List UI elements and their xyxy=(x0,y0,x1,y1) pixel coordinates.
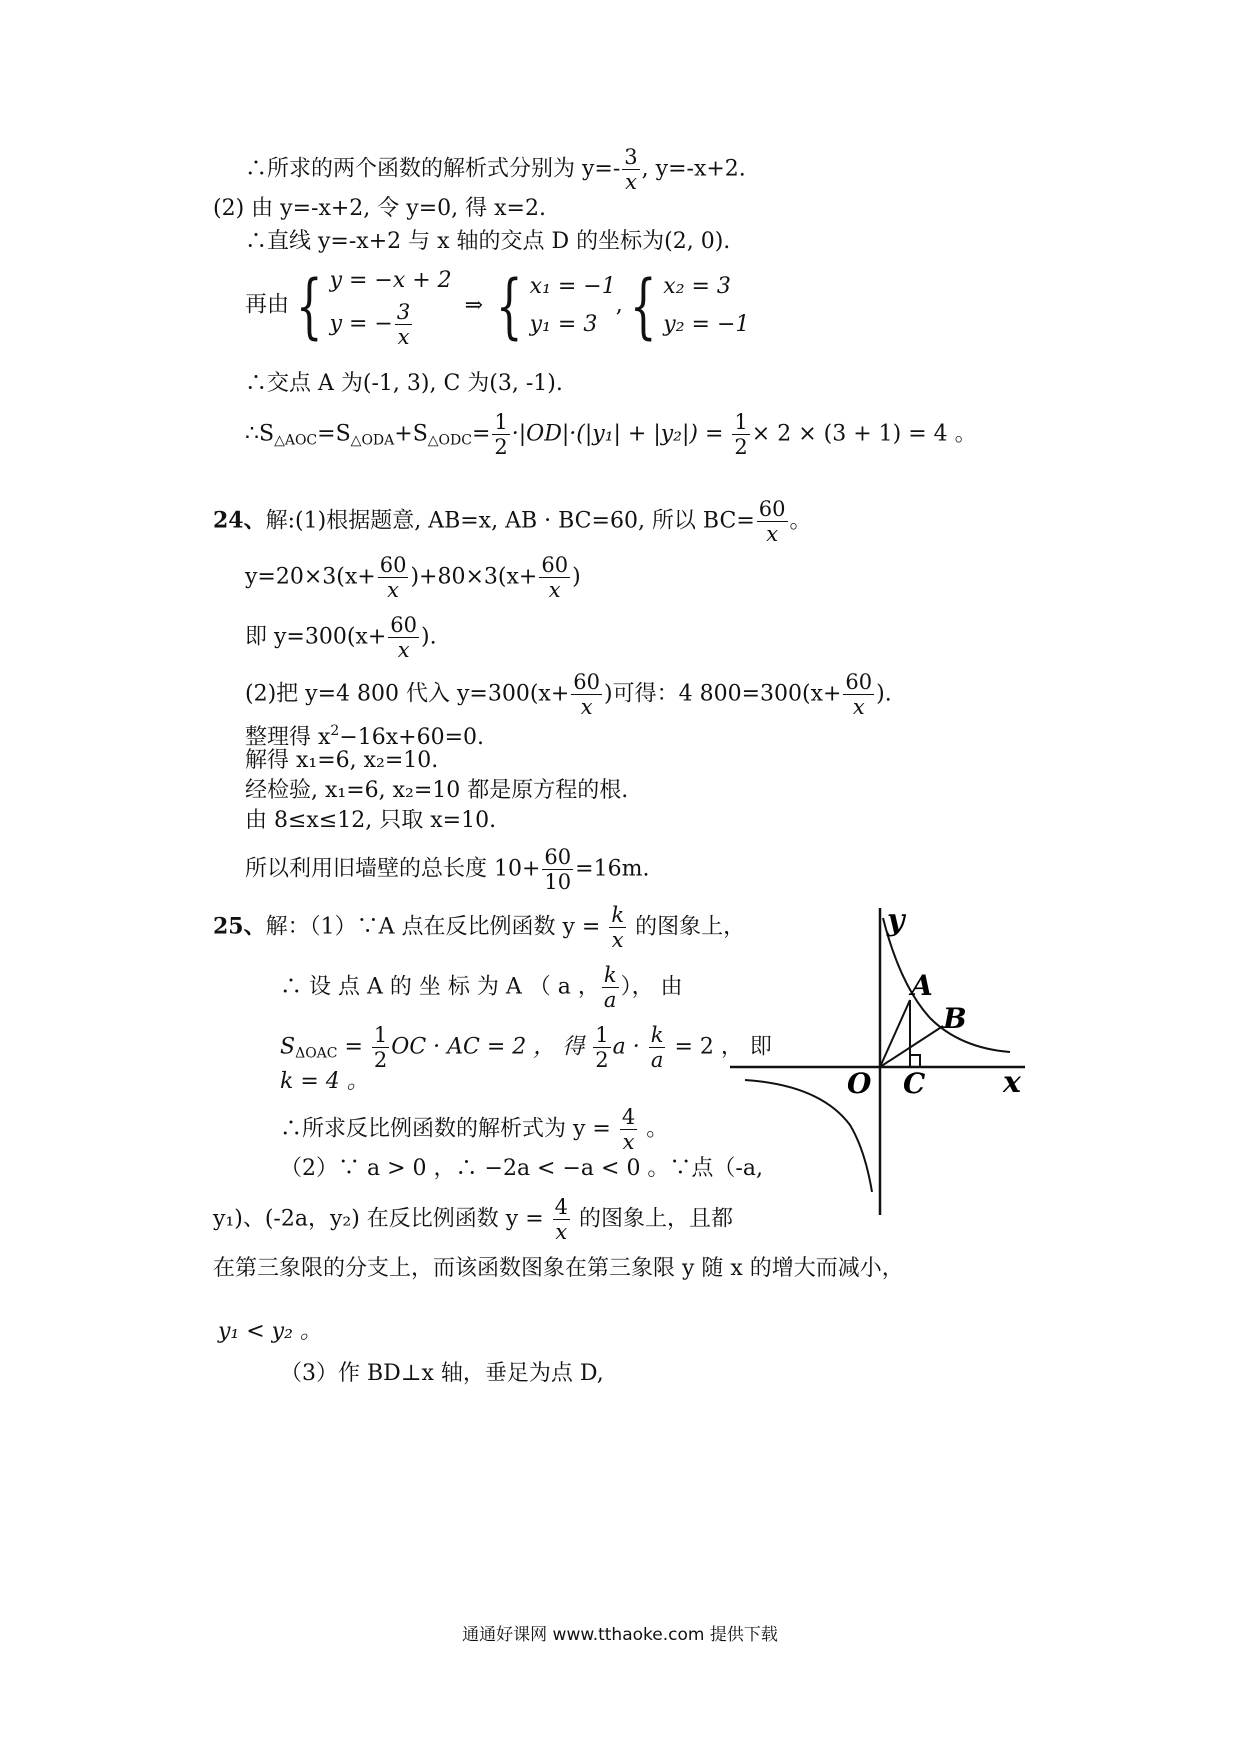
page-footer: 通通好课网 www.tthaoke.com 提供下载 xyxy=(462,1625,778,1645)
answer-line-5: ∴交点 A 为(-1, 3), C 为(3, -1). xyxy=(245,371,563,396)
point-a-label: A xyxy=(911,969,933,1002)
answer-25-line-5: ∴所求反比例函数的解析式为 y = $\frac{4}{x}$ 。 xyxy=(280,1105,669,1154)
answer-25-line-4: k = 4 。 xyxy=(280,1069,369,1094)
answer-25-line-6: （2）∵ a > 0 ，∴ −2a < −a < 0 。∵点（-a, xyxy=(280,1156,763,1181)
point-b-label: B xyxy=(943,1002,967,1035)
question-number: 25、 xyxy=(213,913,266,940)
area-formula: $\therefore S_{\triangle AOC}=S_{\triangle ODA}+S_{\triangle ODC}=$ $\frac{1}{2}$ ·|OD|·(|y₁| + |y₂|) = $\frac{1}{2}$ × 2 × (3 + 1) = 4 。 xyxy=(245,410,977,459)
answer-24-line-3: 即 y=300(x+ $\frac{60}{x}$ ). xyxy=(245,613,437,662)
answer-line-3: ∴直线 y=-x+2 与 x 轴的交点 D 的坐标为(2, 0). xyxy=(245,229,731,254)
point-c-label: C xyxy=(903,1067,926,1100)
answer-24-line-8: 由 8≤x≤12, 只取 x=10. xyxy=(245,808,497,833)
fraction: $\frac{3}{x}$ xyxy=(624,145,638,194)
question-25-heading: 25、解：（1）∵A 点在反比例函数 y = $\frac{k}{x}$ 的图象上， xyxy=(213,903,746,952)
answer-line-2: (2) 由 y=-x+2, 令 y=0, 得 x=2. xyxy=(213,196,546,221)
question-number: 24、 xyxy=(213,507,266,534)
answer-24-line-4: (2)把 y=4 800 代入 y=300(x+ $\frac{60}{x}$ )可得：4 800=300(x+ $\frac{60}{x}$ ). xyxy=(245,670,892,719)
answer-25-line-8: 在第三象限的分支上，而该函数图象在第三象限 y 随 x 的增大而减小， xyxy=(213,1256,904,1281)
answer-25-line-7: y₁)、(-2a，y₂) 在反比例函数 y = $\frac{4}{x}$ 的图象上，且都 xyxy=(213,1195,734,1244)
answer-24-line-5: 整理得 $x^2-16x+60=0$. xyxy=(245,723,485,750)
answer-24-line-7: 经检验, x₁=6, x₂=10 都是原方程的根. xyxy=(245,778,629,803)
answer-25-line-2: ∴ 设 点 A 的 坐 标 为 A （ a ， $\frac{k}{a}$ ）， 由 xyxy=(280,963,683,1012)
x-axis-label: x xyxy=(1003,1065,1021,1100)
origin-label: O xyxy=(847,1067,872,1100)
answer-24-line-6: 解得 x₁=6, x₂=10. xyxy=(245,748,439,773)
right-angle-mark xyxy=(910,1055,920,1067)
answer-24-line-2: y=20×3(x+ $\frac{60}{x}$ )+80×3(x+ $\frac{60}{x}$ ) xyxy=(245,553,581,602)
question-24-heading: 24、解:(1)根据题意, AB=x, AB · BC=60, 所以 BC= $\frac{60}{x}$ 。 xyxy=(213,497,812,546)
answer-line-1: ∴所求的两个函数的解析式分别为 y=- $\frac{3}{x}$ , y=-x+2. xyxy=(245,145,746,194)
answer-24-line-9: 所以利用旧墙壁的总长度 10+ $\frac{60}{10}$ =16m. xyxy=(245,845,650,894)
hyperbola-graph xyxy=(725,900,1055,1230)
y-axis-label: y xyxy=(887,903,905,938)
answer-25-line-3: $S_{\Delta OAC}$ = $\frac{1}{2}$ OC · AC = 2 ， 得 $\frac{1}{2}$ a · $\frac{k}{a}$ = 2 ， 即 xyxy=(280,1023,772,1072)
equation-system: 再由{ y = −x + 2 y = − $\frac{3}{x}$ ⇒ { x₁ = −1 y₁ = 3 ,{ x₂ = 3 y₂ = −1 xyxy=(245,264,750,349)
answer-25-line-9: y₁ < y₂ 。 xyxy=(218,1319,322,1344)
answer-25-line-10: （3）作 BD⊥x 轴，垂足为点 D, xyxy=(280,1361,604,1386)
